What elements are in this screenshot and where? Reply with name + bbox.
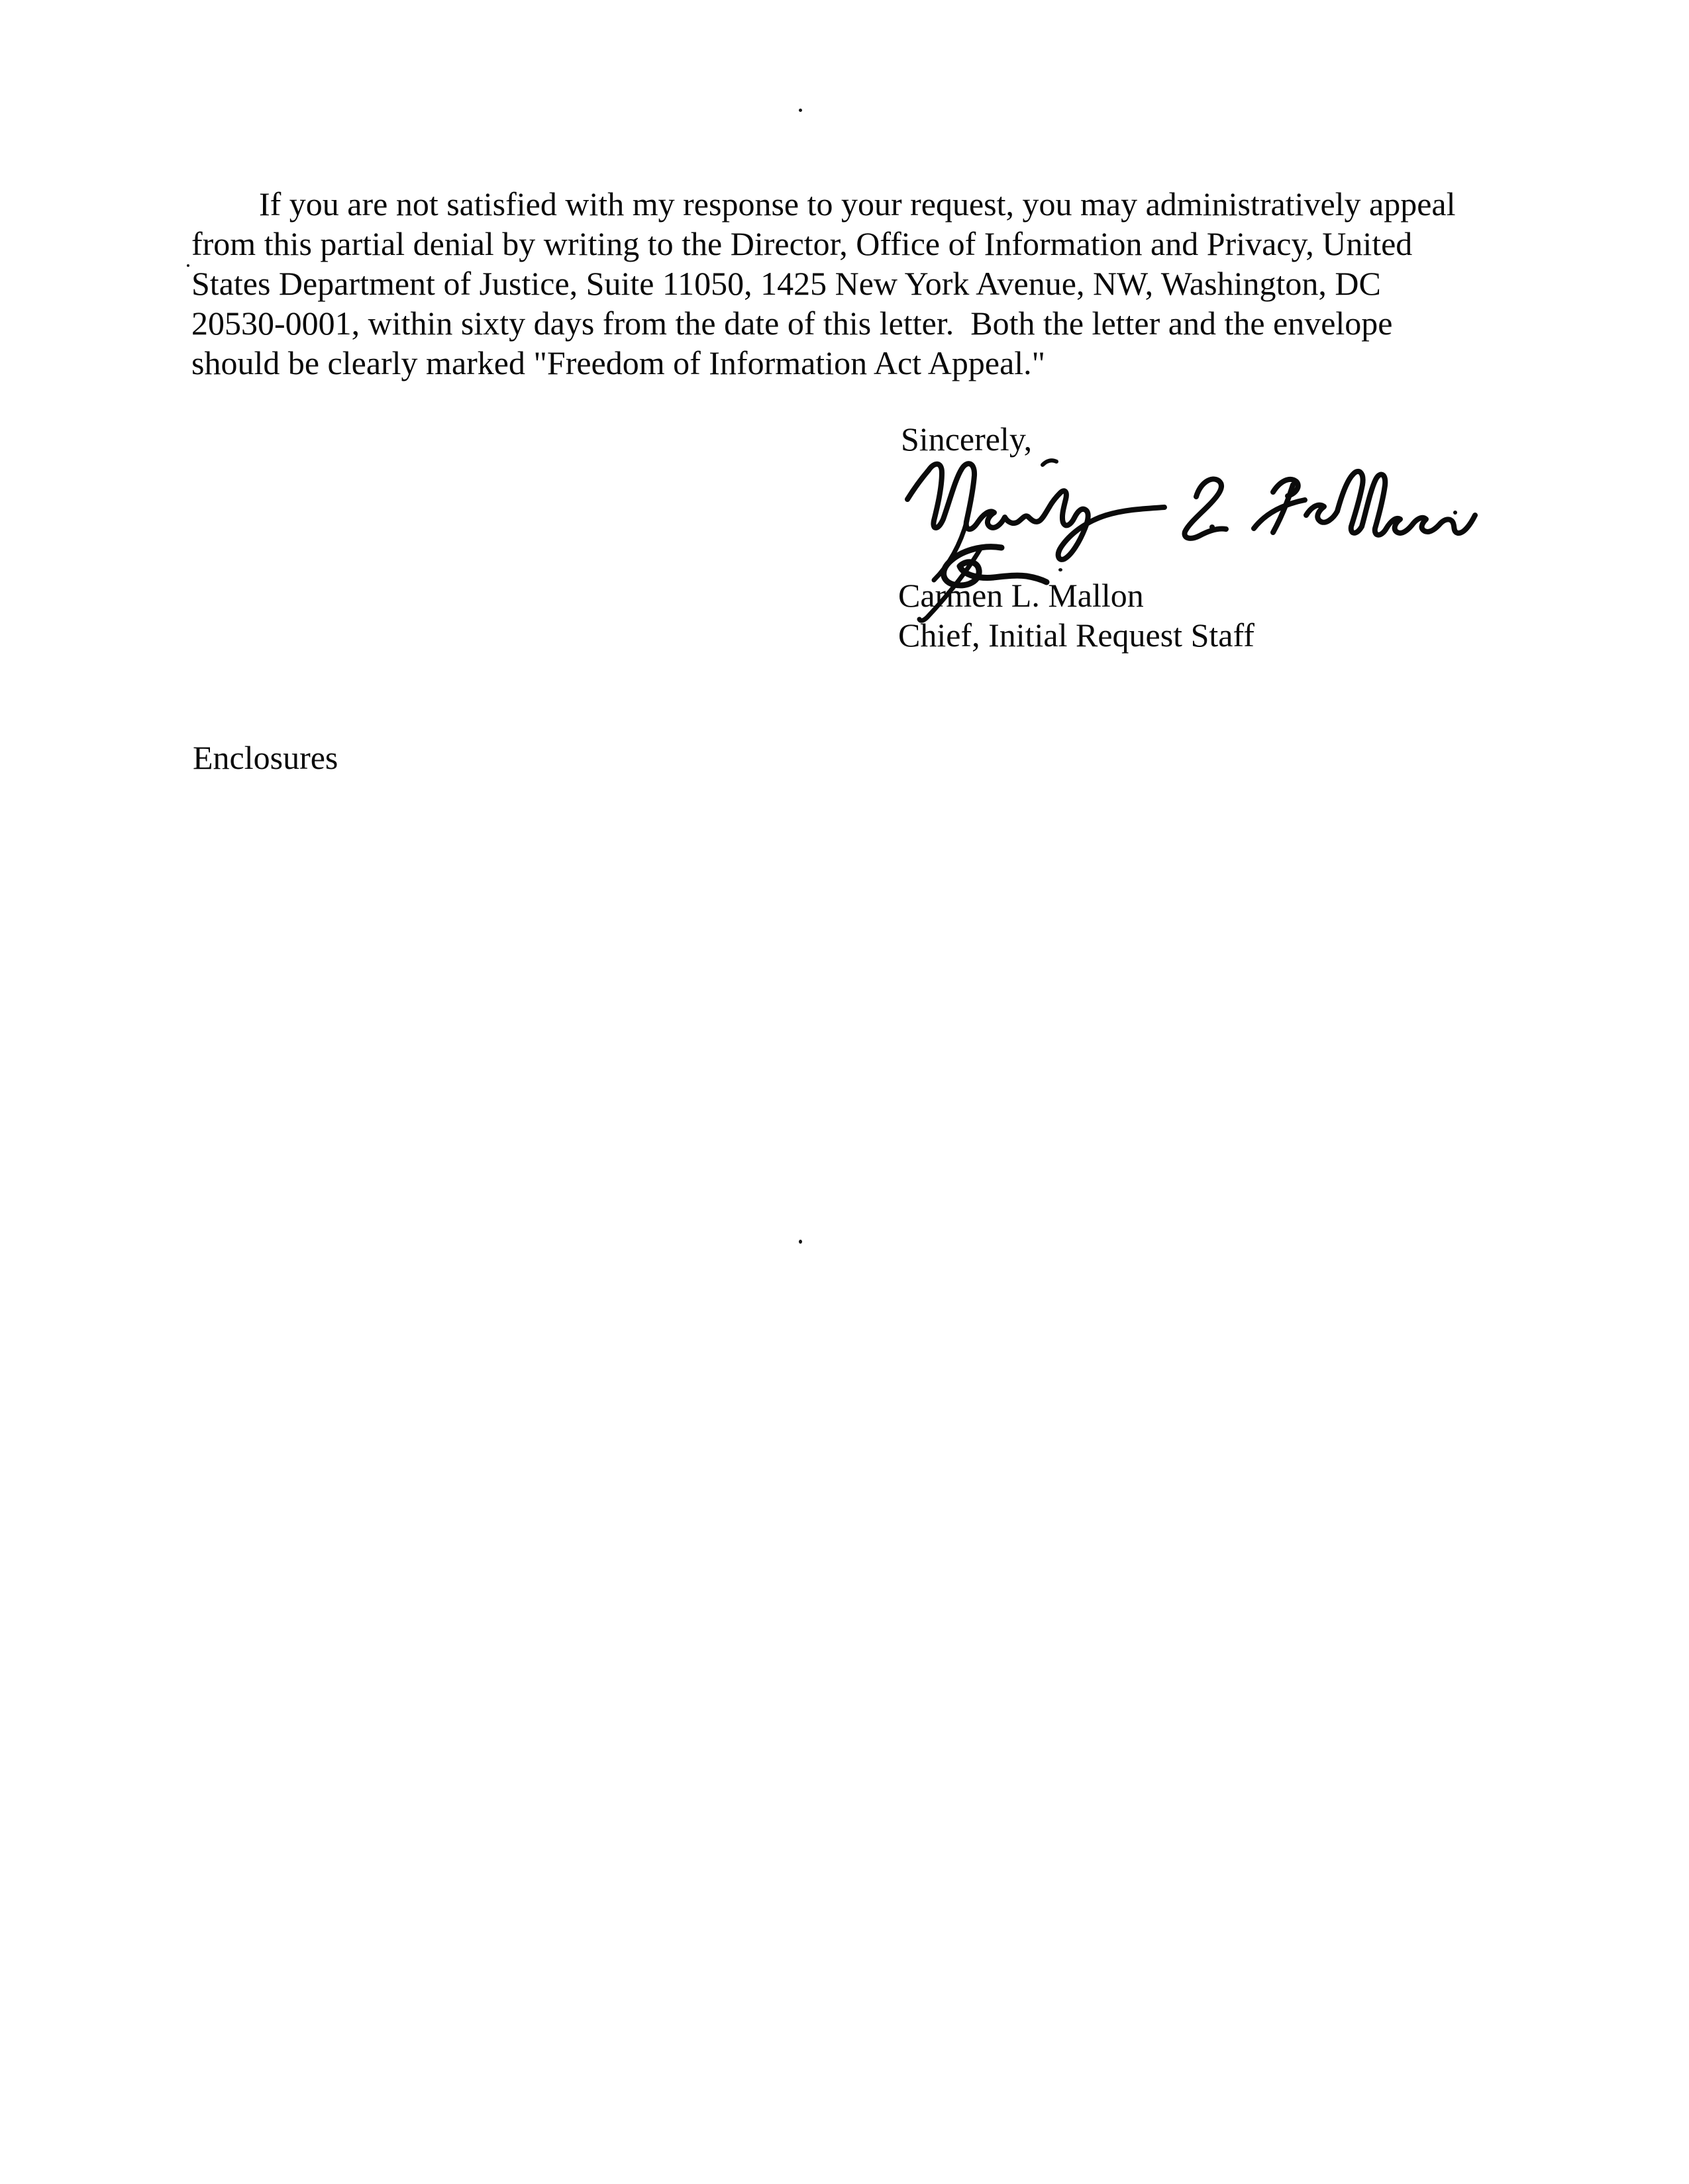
signer-title: Chief, Initial Request Staff (898, 617, 1254, 654)
paragraph-line: States Department of Justice, Suite 11050, 1425 New York Avenue, NW, Washington, DC (191, 265, 1381, 302)
scan-speck (799, 1240, 802, 1244)
signature-period-dot (1209, 524, 1215, 530)
signer-block (898, 575, 1254, 655)
pen-tick-mark (1043, 460, 1056, 465)
signature-surname-stroke (1306, 472, 1475, 535)
paragraph-line: 20530-0001, within sixty days from the date of this letter. Both the letter and the envelope (191, 305, 1393, 342)
enclosures-label: Enclosures (193, 739, 338, 776)
signature-flourish-dot (1453, 511, 1457, 515)
paragraph-line: from this partial denial by writing to the Director, Office of Information and Privacy, United (191, 225, 1413, 262)
signer-name: Carmen L. Mallon (898, 577, 1144, 614)
closing-salutation: Sincerely, (901, 421, 1033, 458)
paragraph-line: should be clearly marked "Freedom of Information Act Appeal." (191, 344, 1046, 381)
scan-speck (1058, 568, 1062, 571)
scan-speck (799, 109, 802, 112)
scan-speck (187, 264, 189, 267)
body-paragraph (191, 184, 1456, 383)
signature-middle-initial-stroke (1185, 479, 1226, 538)
paragraph-line: If you are not satisfied with my response to your request, you may administratively appeal (259, 185, 1456, 223)
signature-first-name-stroke (907, 464, 1164, 560)
